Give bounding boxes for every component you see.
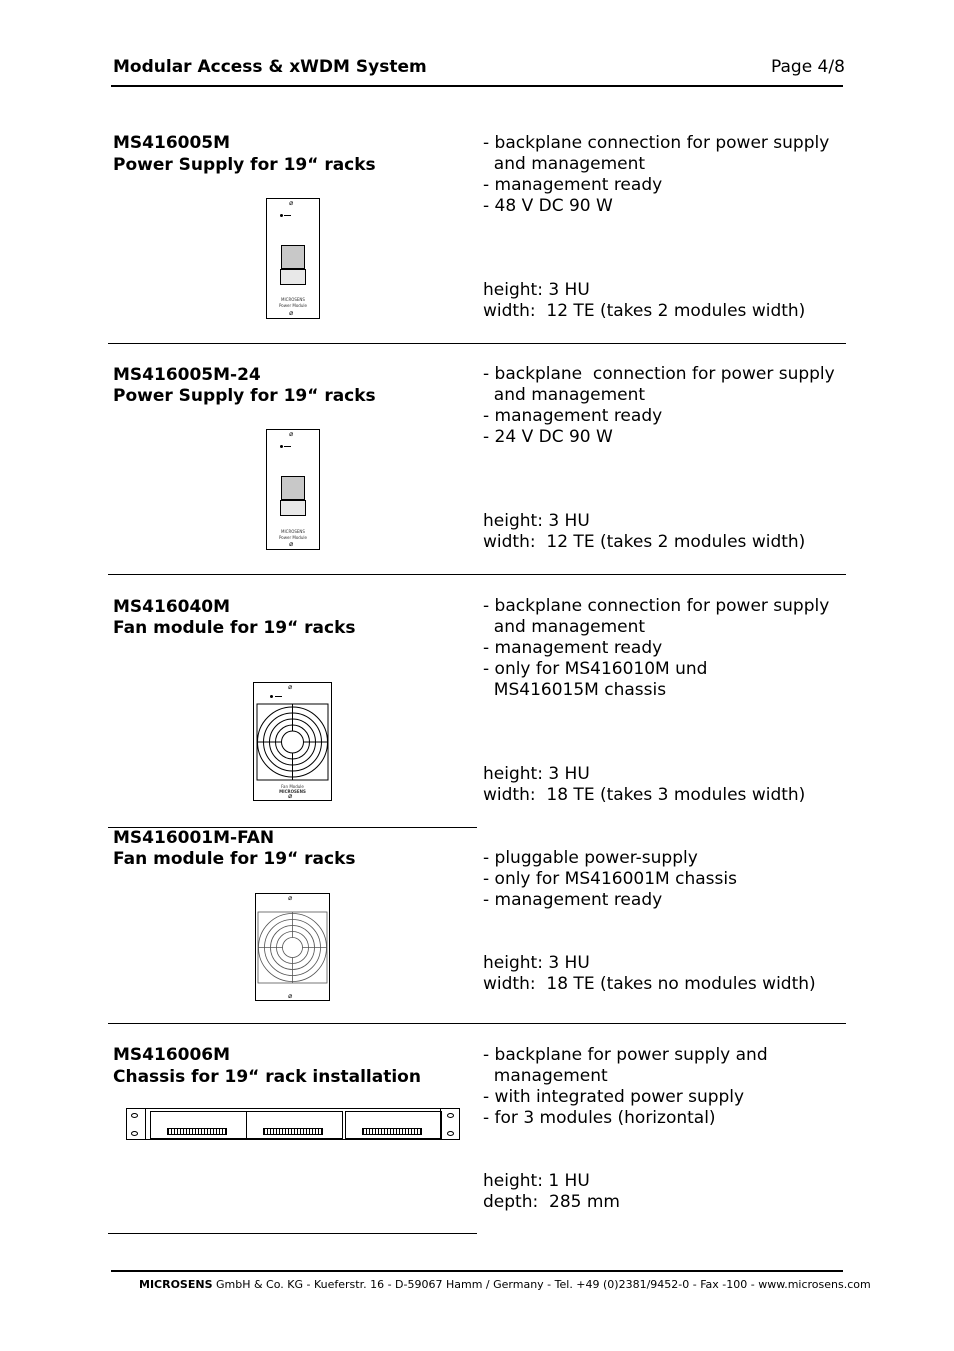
section-divider — [108, 1023, 846, 1024]
screw-icon: ⌀ — [289, 540, 294, 548]
mount-hole-icon — [447, 1113, 454, 1118]
mount-hole-icon — [131, 1131, 138, 1136]
module-slot — [345, 1111, 442, 1139]
module-slot — [150, 1111, 247, 1139]
product-features: - backplane for power supply and management - with integrated power supply - for 3 modules (horizontal) — [483, 1045, 768, 1128]
product-features: - backplane connection for power supply and management - management ready - only for MS416010M und MS416015M chassis — [483, 596, 830, 700]
slot-connector — [362, 1128, 422, 1135]
product-name: Power Supply for 19“ racks — [113, 155, 376, 175]
product-dimensions: height: 3 HU width: 18 TE (takes 3 modules width) — [483, 764, 806, 805]
chassis-illustration — [126, 1108, 460, 1140]
product-code: MS416006M — [113, 1045, 231, 1065]
fan-module-illustration — [253, 682, 332, 801]
led-indicator-icon — [280, 214, 283, 217]
power-socket-icon — [280, 500, 306, 516]
footer-company: MICROSENS — [139, 1278, 213, 1291]
slot-connector — [167, 1128, 227, 1135]
product-name: Fan module for 19“ racks — [113, 618, 356, 638]
slot-connector — [263, 1128, 323, 1135]
led-line — [284, 215, 291, 216]
module-type-label: Fan Module — [281, 784, 304, 789]
header-divider — [111, 85, 843, 87]
product-features: - backplane connection for power supply and management - management ready - 48 V DC 90 W — [483, 133, 830, 216]
fan-grille-icon — [257, 911, 328, 984]
product-name: Power Supply for 19“ racks — [113, 386, 376, 406]
screw-icon: ⌀ — [289, 199, 294, 207]
rack-ear-right — [440, 1109, 459, 1139]
module-brand-label: MICROSENS — [281, 297, 305, 302]
module-brand-label: MICROSENS — [279, 789, 306, 794]
mount-hole-icon — [447, 1131, 454, 1136]
footer-text — [139, 1278, 871, 1291]
module-brand-label: MICROSENS — [281, 529, 305, 534]
screw-icon: ⌀ — [288, 894, 293, 902]
fan-module-illustration — [255, 893, 330, 1001]
module-type-label: Power Module — [279, 303, 307, 308]
section-divider — [108, 343, 846, 344]
fan-grille-icon — [256, 703, 329, 781]
product-name: Fan module for 19“ racks — [113, 849, 356, 869]
power-module-illustration — [266, 198, 320, 319]
led-line — [284, 446, 291, 447]
led-indicator-icon — [280, 445, 283, 448]
power-switch-icon — [281, 245, 305, 269]
power-switch-icon — [281, 476, 305, 500]
product-features: - backplane connection for power supply and management - management ready - 24 V DC 90 W — [483, 364, 835, 447]
footer-address: GmbH & Co. KG - Kueferstr. 16 - D-59067 Hamm / Germany - Tel. +49 (0)2381/9452-0 - Fax -100 - www.microsens.com — [212, 1278, 871, 1291]
led-indicator-icon — [270, 695, 273, 698]
page-number: Page 4/8 — [771, 57, 845, 77]
product-code: MS416005M — [113, 133, 231, 153]
product-dimensions: height: 3 HU width: 18 TE (takes no modules width) — [483, 953, 816, 994]
product-code: MS416001M-FAN — [113, 828, 275, 848]
screw-icon: ⌀ — [288, 792, 293, 800]
rack-ear-left — [127, 1109, 146, 1139]
product-dimensions: height: 1 HU depth: 285 mm — [483, 1171, 620, 1212]
product-dimensions: height: 3 HU width: 12 TE (takes 2 modules width) — [483, 511, 806, 552]
footer-divider — [111, 1270, 843, 1272]
screw-icon: ⌀ — [288, 992, 293, 1000]
mount-hole-icon — [131, 1113, 138, 1118]
led-line — [275, 696, 282, 697]
module-type-label: Power Module — [279, 535, 307, 540]
section-divider — [108, 1233, 477, 1234]
document-title: Modular Access & xWDM System — [113, 57, 427, 77]
power-socket-icon — [280, 269, 306, 285]
screw-icon: ⌀ — [288, 683, 293, 691]
product-features: - pluggable power-supply - only for MS416001M chassis - management ready — [483, 848, 737, 910]
product-code: MS416040M — [113, 597, 231, 617]
product-dimensions: height: 3 HU width: 12 TE (takes 2 modules width) — [483, 280, 806, 321]
product-code: MS416005M-24 — [113, 365, 261, 385]
section-divider — [108, 574, 846, 575]
screw-icon: ⌀ — [289, 309, 294, 317]
screw-icon: ⌀ — [289, 430, 294, 438]
power-module-illustration — [266, 429, 320, 550]
module-slot — [246, 1111, 343, 1139]
product-name: Chassis for 19“ rack installation — [113, 1067, 421, 1087]
